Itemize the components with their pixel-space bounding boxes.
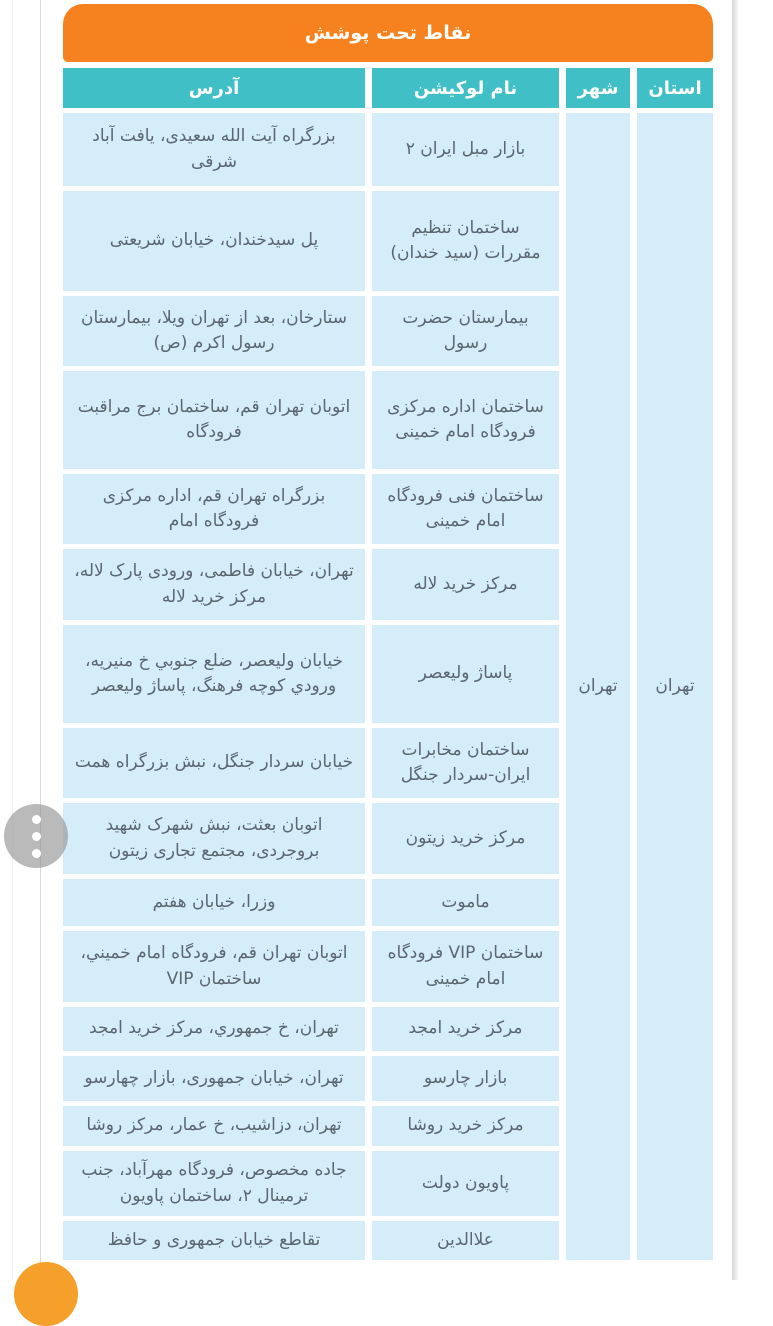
location-cell: ساختمان تنظیم مقررات (سید خندان)	[372, 191, 559, 291]
location-cell: مرکز خرید روشا	[372, 1106, 559, 1146]
address-cell: خیابان سردار جنگل، نبش بزرگراه همت	[63, 728, 365, 798]
page-edge-line	[40, 0, 41, 1280]
location-cell: بازار چارسو	[372, 1056, 559, 1101]
location-cell: ساختمان اداره مرکزی فرودگاه امام خمینی	[372, 371, 559, 469]
address-cell: تهران، دزاشیب، خ عمار، مرکز روشا	[63, 1106, 365, 1146]
location-cell: علاالدین	[372, 1221, 559, 1260]
more-vertical-icon	[32, 815, 41, 824]
table-title-bar	[63, 4, 713, 62]
page-edge-shadow-right	[732, 0, 739, 1280]
location-cell: پاساژ ولیعصر	[372, 625, 559, 723]
address-cell: تهران، خ جمهوري، مرکز خرید امجد	[63, 1007, 365, 1051]
location-cell: ماموت	[372, 879, 559, 926]
header-province: استان	[637, 68, 713, 108]
address-cell: تهران، خیابان جمهوری، بازار چهارسو	[63, 1056, 365, 1101]
location-cell: مرکز خرید لاله	[372, 549, 559, 620]
page-edge-line-left	[12, 0, 13, 1280]
location-cell: پاویون دولت	[372, 1151, 559, 1216]
address-cell: اتوبان تهران قم، ساختمان برج مراقبت فرودگاه	[63, 371, 365, 469]
address-cell: بزرگراه آیت الله سعیدی، یافت آباد شرقی	[63, 113, 365, 186]
more-vertical-icon	[32, 849, 41, 858]
more-options-button[interactable]	[4, 804, 68, 868]
location-cell: مرکز خرید امجد	[372, 1007, 559, 1051]
table-header-row	[63, 68, 713, 108]
floating-action-button[interactable]	[14, 1262, 78, 1326]
location-cell: ساختمان فنی فرودگاه امام خمینی	[372, 474, 559, 544]
header-city: شهر	[566, 68, 630, 108]
location-cell: ساختمان VIP فرودگاه امام خمینی	[372, 931, 559, 1002]
location-cell: بازار مبل ایران ۲	[372, 113, 559, 186]
table-body	[63, 113, 713, 1260]
address-cell: تهران، خیابان فاطمی، ورودی پارک لاله، مرکز خرید لاله	[63, 549, 365, 620]
address-cell: تقاطع خیابان جمهوری و حافظ	[63, 1221, 365, 1260]
more-vertical-icon	[32, 832, 41, 841]
address-cell: جاده مخصوص، فرودگاه مهرآباد، جنب ترمینال ۲، ساختمان پاویون	[63, 1151, 365, 1216]
location-cell: مرکز خرید زیتون	[372, 803, 559, 874]
address-cell: پل سیدخندان، خیابان شریعتی	[63, 191, 365, 291]
document-page	[63, 4, 713, 1260]
address-cell: ستارخان، بعد از تهران ویلا، بیمارستان رسول اکرم (ص)	[63, 296, 365, 366]
address-cell: اتوبان بعثت، نبش شهرک شهید بروجردی، مجتمع تجاری زیتون	[63, 803, 365, 874]
table-title: نقاط تحت پوشش	[304, 22, 472, 44]
address-cell: اتوبان تهران قم، فرودگاه امام خمیني، ساختمان VIP	[63, 931, 365, 1002]
header-location: نام لوکیشن	[372, 68, 559, 108]
header-address: آدرس	[63, 68, 365, 108]
city-merged-cell: تهران	[566, 113, 630, 1260]
location-cell: ساختمان مخابرات ایران-سردار جنگل	[372, 728, 559, 798]
address-cell: وزرا، خیابان هفتم	[63, 879, 365, 926]
location-cell: بیمارستان حضرت رسول	[372, 296, 559, 366]
province-merged-cell: تهران	[637, 113, 713, 1260]
address-cell: خیابان ولیعصر، ضلع جنوبي خ منیریه، ورودي کوچه فرهنگ، پاساژ ولیعصر	[63, 625, 365, 723]
address-cell: بزرگراه تهران قم، اداره مرکزی فرودگاه امام	[63, 474, 365, 544]
